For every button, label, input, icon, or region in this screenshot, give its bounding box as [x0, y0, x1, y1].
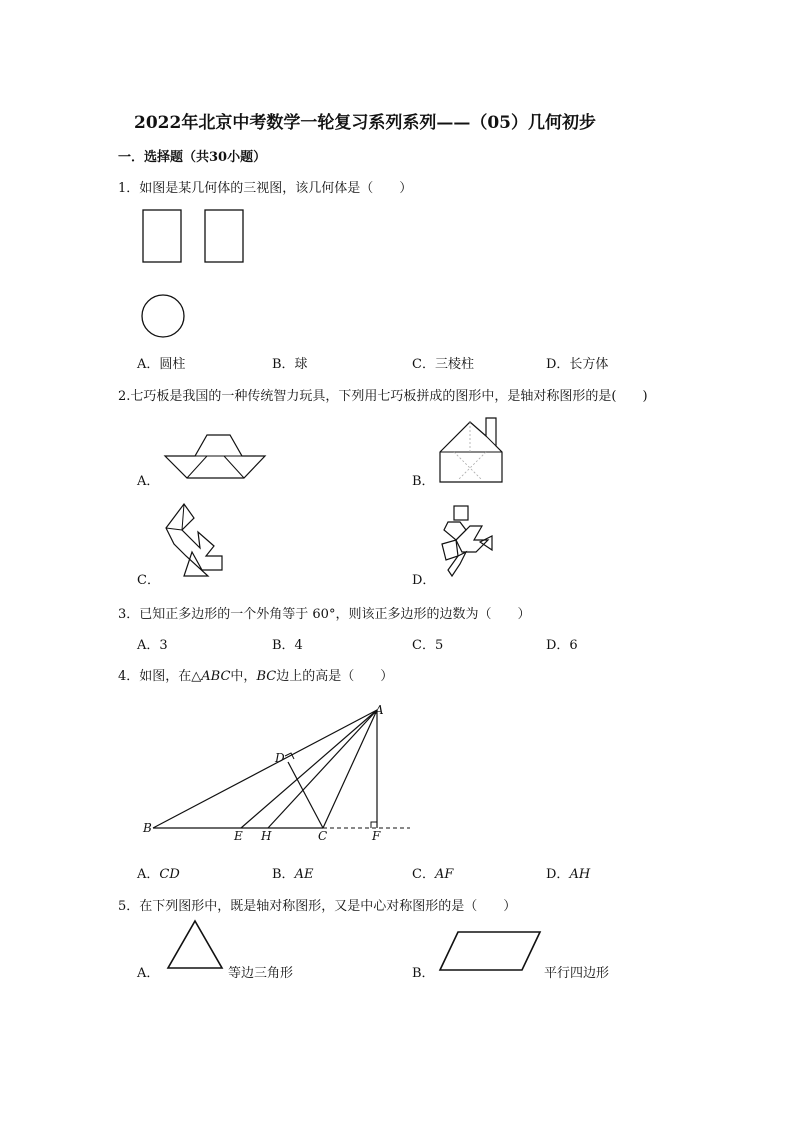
question-3-text: 3．已知正多边形的一个外角等于 60°，则该正多边形的边数为（ ）: [118, 607, 531, 622]
q4-option-c-letter: C．: [412, 867, 435, 882]
tangram-runner-figure: [436, 500, 498, 582]
q3-option-c[interactable]: C．5: [412, 638, 444, 653]
label-B: B: [143, 821, 152, 835]
q1-option-d[interactable]: D．长方体: [546, 357, 609, 372]
q2-option-c-label[interactable]: C．: [137, 573, 160, 588]
q4-option-c[interactable]: [412, 863, 453, 882]
q4-text-bc: BC: [256, 669, 277, 684]
page-title: 2022年北京中考数学一轮复习系列系列——（05）几何初步: [134, 113, 596, 133]
question-1-text: 1．如图是某几何体的三视图，该几何体是（ ）: [118, 181, 413, 196]
label-E: E: [234, 829, 243, 843]
tangram-boat-figure: [160, 432, 270, 482]
question-2-text: 2.七巧板是我国的一种传统智力玩具，下列用七巧板拼成的图形中，是轴对称图形的是( ): [118, 389, 648, 404]
q2-option-a-label[interactable]: A．: [137, 474, 160, 489]
label-H: H: [261, 829, 272, 843]
q4-option-d-letter: D．: [546, 867, 570, 882]
label-D: D: [275, 751, 285, 765]
q4-option-a[interactable]: [137, 863, 180, 882]
front-view-rect: [143, 210, 181, 262]
q4-text-pre: 4．如图，在△: [118, 669, 202, 684]
q5-option-b-label[interactable]: B．: [412, 966, 435, 981]
label-F: F: [372, 829, 381, 843]
q4-option-b-value: AE: [294, 867, 314, 882]
q4-option-c-value: AF: [434, 867, 454, 882]
q3-option-a[interactable]: A．3: [137, 638, 168, 653]
q4-option-b[interactable]: [272, 863, 313, 882]
q4-option-d[interactable]: [546, 863, 590, 882]
q3-option-d[interactable]: D．6: [546, 638, 578, 653]
parallelogram-figure: [438, 928, 544, 974]
q2-option-d-label[interactable]: D．: [412, 573, 436, 588]
tangram-bird-figure: [160, 500, 250, 582]
triangle-heights-figure: [140, 700, 420, 845]
question-4-text: [118, 665, 393, 684]
q1-option-b[interactable]: B．球: [272, 357, 308, 372]
question-5-text: 5．在下列图形中，既是轴对称图形，又是中心对称图形的是（ ）: [118, 899, 517, 914]
q4-text-mid: 中，: [230, 669, 257, 684]
q3-option-b[interactable]: B．4: [272, 638, 303, 653]
q4-text-abc: ABC: [201, 669, 231, 684]
q1-option-a[interactable]: A．圆柱: [137, 357, 186, 372]
q5-option-a-label[interactable]: A．: [137, 966, 160, 981]
q4-option-a-letter: A．: [137, 867, 160, 882]
three-view-figure: [138, 205, 248, 340]
section-header: 一．选择题（共30小题）: [118, 150, 267, 165]
q2-option-b-label[interactable]: B．: [412, 474, 435, 489]
q1-option-c[interactable]: C．三棱柱: [412, 357, 474, 372]
q5-option-a-caption: 等边三角形: [228, 966, 294, 981]
label-C: C: [318, 829, 328, 843]
side-view-rect: [205, 210, 243, 262]
label-A: A: [375, 703, 384, 717]
q4-option-b-letter: B．: [272, 867, 295, 882]
top-view-circle: [142, 295, 184, 337]
tangram-house-figure: [436, 412, 508, 484]
q4-text-post: 边上的高是（ ）: [276, 669, 394, 684]
q4-option-d-value: AH: [569, 867, 591, 882]
q5-option-b-caption: 平行四边形: [544, 966, 610, 981]
equilateral-triangle-figure: [164, 918, 226, 972]
q4-option-a-value: CD: [159, 867, 180, 882]
